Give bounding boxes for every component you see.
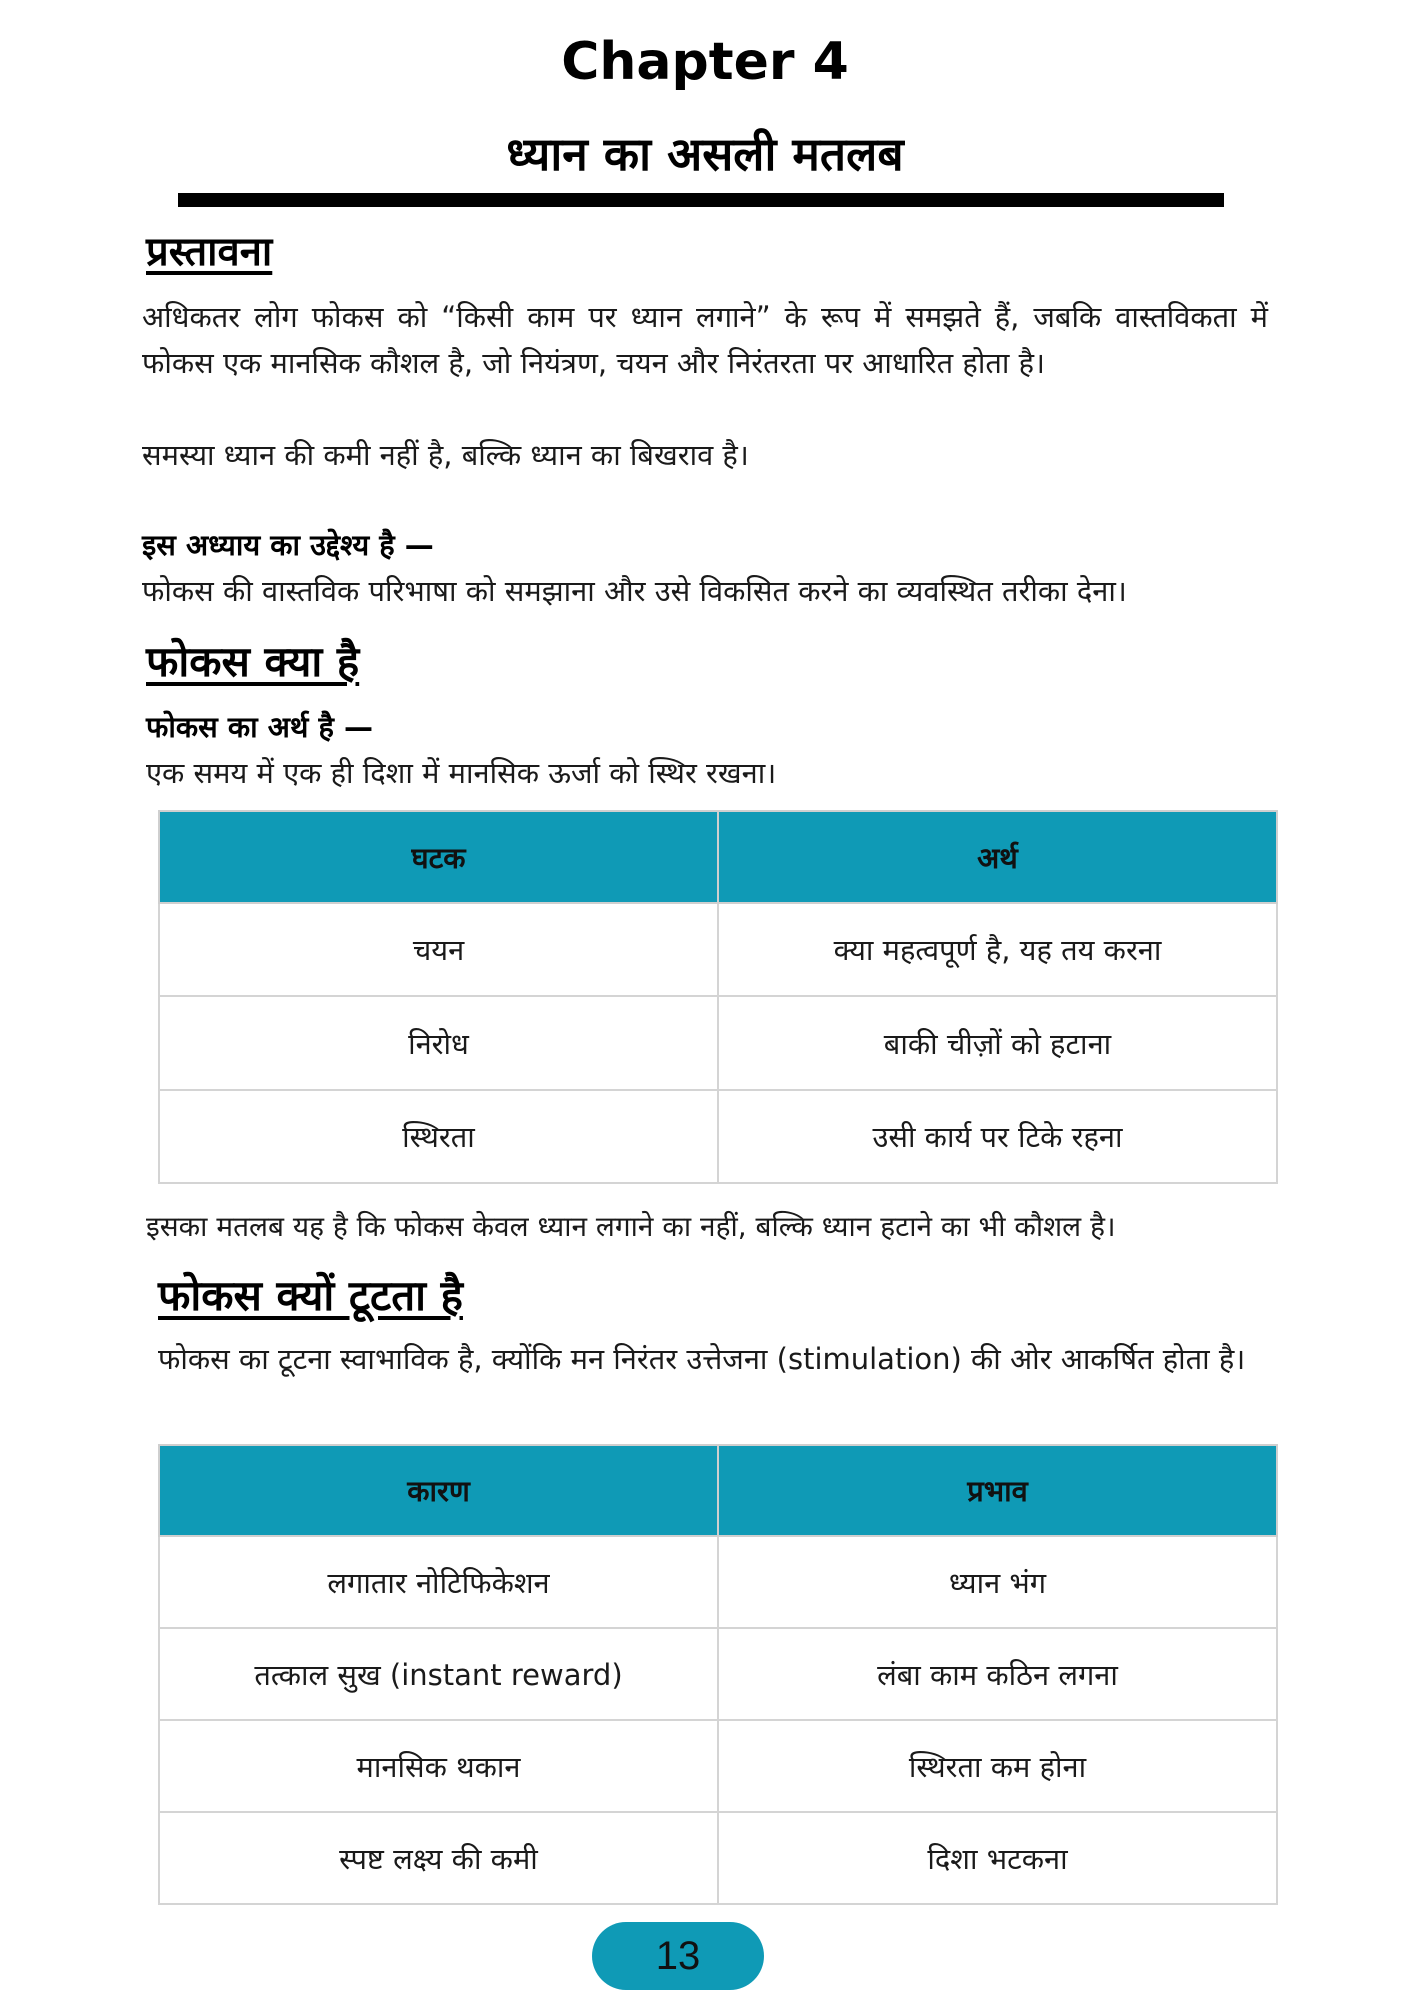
purpose-text: फोकस की वास्तविक परिभाषा को समझाना और उसे विकसित करने का व्यवस्थित तरीका देना।	[142, 574, 1127, 608]
chapter-label: Chapter 4	[561, 32, 849, 92]
table-cell: लंबा काम कठिन लगना	[718, 1628, 1277, 1720]
table-cell: चयन	[159, 903, 718, 996]
heading-what-is-focus: फोकस क्या है	[146, 637, 360, 686]
table-row	[159, 903, 1277, 996]
table-header-row	[159, 811, 1277, 903]
purpose-label: इस अध्याय का उद्देश्य है —	[142, 528, 434, 562]
why-breaks-text: फोकस का टूटना स्वाभाविक है, क्योंकि मन निरंतर उत्तेजना (stimulation) की ओर आकर्षित होता है।	[158, 1342, 1246, 1376]
meaning-text: एक समय में एक ही दिशा में मानसिक ऊर्जा को स्थिर रखना।	[146, 756, 777, 790]
table-cell: निरोध	[159, 996, 718, 1090]
table-row	[159, 1720, 1277, 1812]
heading-why-focus-breaks: फोकस क्यों टूटता है	[158, 1271, 463, 1320]
table-cell: ध्यान भंग	[718, 1536, 1277, 1628]
table-row	[159, 1628, 1277, 1720]
table-header-row	[159, 1445, 1277, 1536]
table-row	[159, 1812, 1277, 1904]
table-header-cell: अर्थ	[718, 811, 1277, 903]
table-cell: स्थिरता कम होना	[718, 1720, 1277, 1812]
title-divider	[178, 193, 1224, 207]
intro-problem-line: समस्या ध्यान की कमी नहीं है, बल्कि ध्यान का बिखराव है।	[142, 438, 749, 472]
table-cell: बाकी चीज़ों को हटाना	[718, 996, 1277, 1090]
components-table	[158, 810, 1278, 1184]
focus-conclusion: इसका मतलब यह है कि फोकस केवल ध्यान लगाने का नहीं, बल्कि ध्यान हटाने का भी कौशल है।	[146, 1210, 1116, 1243]
causes-table	[158, 1444, 1278, 1905]
table-row	[159, 1536, 1277, 1628]
intro-paragraph: अधिकतर लोग फोकस को “किसी काम पर ध्यान लगाने” के रूप में समझते हैं, जबकि वास्तविकता में फोकस एक मानसिक कौशल है, जो नियंत्रण, चयन और निरंतरता पर आधारित होता है।	[142, 300, 1268, 380]
table-header-cell: घटक	[159, 811, 718, 903]
chapter-title: ध्यान का असली मतलब	[506, 127, 904, 181]
meaning-label: फोकस का अर्थ है —	[146, 710, 374, 744]
table-row	[159, 996, 1277, 1090]
table-header-cell: कारण	[159, 1445, 718, 1536]
table-row	[159, 1090, 1277, 1183]
table-cell: दिशा भटकना	[718, 1812, 1277, 1904]
table-cell: स्पष्ट लक्ष्य की कमी	[159, 1812, 718, 1904]
table-header-cell: प्रभाव	[718, 1445, 1277, 1536]
table-cell: तत्काल सुख (instant reward)	[159, 1628, 718, 1720]
table-cell: स्थिरता	[159, 1090, 718, 1183]
table-cell: उसी कार्य पर टिके रहना	[718, 1090, 1277, 1183]
page-number-badge: 13	[592, 1922, 764, 1990]
table-cell: लगातार नोटिफिकेशन	[159, 1536, 718, 1628]
table-cell: मानसिक थकान	[159, 1720, 718, 1812]
heading-intro: प्रस्तावना	[146, 229, 273, 275]
table-cell: क्या महत्वपूर्ण है, यह तय करना	[718, 903, 1277, 996]
